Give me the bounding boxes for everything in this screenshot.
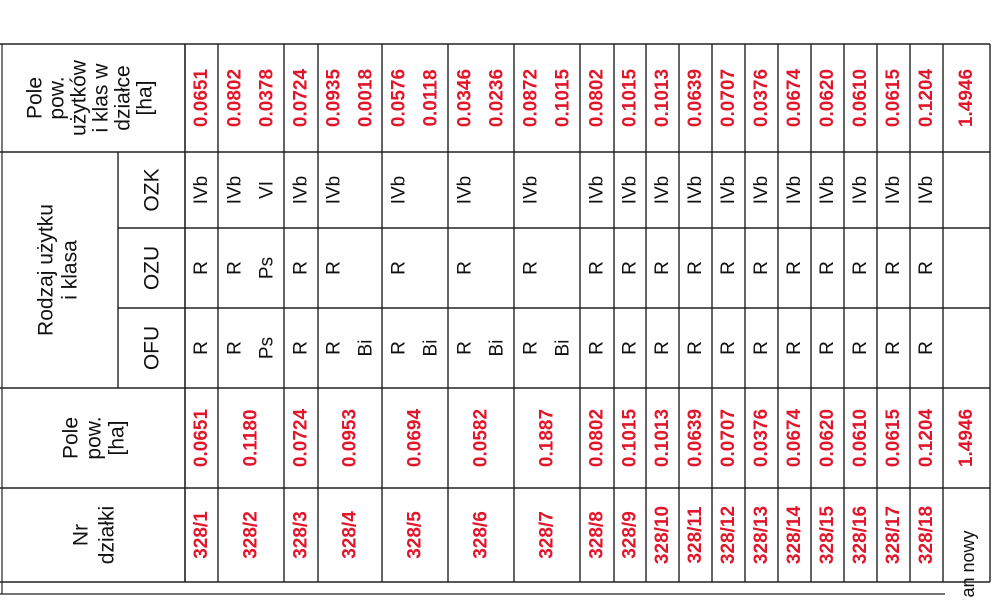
row-ozk: IVb	[520, 175, 542, 205]
row-nr-dzialki: 328/2	[240, 511, 262, 559]
row-pole-klas: 0.0724	[290, 68, 312, 128]
row-pole-klas: 0.1015	[619, 68, 641, 128]
row-ozu: R	[685, 261, 706, 275]
row-ozk: IVb	[883, 175, 904, 205]
row-pole-klas: 0.0707	[718, 68, 739, 128]
row-ofu: R	[388, 341, 410, 355]
row-ozk: IVb	[619, 175, 641, 205]
row-ofu: Bi	[420, 339, 442, 357]
row-ofu: R	[817, 341, 838, 355]
row-ozk: VI	[256, 181, 278, 199]
row-ozk: IVb	[224, 175, 246, 205]
row-nr-dzialki: 328/17	[883, 505, 904, 565]
header-ofu: OFU	[140, 325, 164, 371]
row-pole-klas: 0.0615	[883, 68, 904, 128]
row-ofu: R	[191, 341, 212, 355]
row-pole-pow: 0.0639	[685, 408, 706, 468]
row-ozk: IVb	[191, 175, 212, 205]
row-ozk: IVb	[323, 175, 345, 205]
row-ofu: R	[850, 341, 871, 355]
row-ofu: R	[290, 341, 312, 355]
row-nr-dzialki: 328/3	[290, 511, 312, 559]
row-nr-dzialki: 328/7	[536, 511, 558, 559]
row-nr-dzialki: 328/1	[191, 511, 212, 559]
row-pole-klas: 0.0376	[751, 68, 772, 128]
row-ozu: R	[784, 261, 805, 275]
row-pole-klas: 0.0872	[520, 68, 542, 128]
row-ofu: Bi	[552, 339, 574, 357]
row-ozk: IVb	[850, 175, 871, 205]
header-nr-dzialki: działki	[95, 505, 119, 565]
row-ozu: R	[454, 261, 476, 275]
row-ozu: R	[916, 261, 937, 275]
row-ozu: R	[388, 261, 410, 275]
row-ozu: R	[323, 261, 345, 275]
row-nr-dzialki: 328/8	[586, 511, 608, 559]
row-ofu: Bi	[486, 339, 508, 357]
row-ozk: IVb	[751, 175, 772, 205]
header-rodzaj-uzytku: Rodzaj użytku	[34, 204, 58, 336]
row-pole-klas: 0.0236	[486, 68, 508, 128]
row-ozu: R	[520, 261, 542, 275]
row-pole-klas: 0.0674	[784, 68, 805, 128]
row-pole-klas: 0.0378	[256, 68, 278, 128]
row-pole-klas: 0.0610	[850, 68, 871, 128]
row-nr-dzialki: 328/4	[339, 511, 361, 559]
row-pole-klas: 0.0651	[191, 68, 212, 128]
row-ofu: R	[454, 341, 476, 355]
header-pole-pow: pow.	[82, 416, 106, 460]
header-ozu: OZU	[140, 245, 164, 291]
row-ofu: R	[619, 341, 641, 355]
row-ozu: R	[652, 261, 673, 275]
row-pole-pow: 0.0376	[751, 408, 772, 468]
row-ofu: R	[586, 341, 608, 355]
row-pole-pow: 0.1204	[916, 408, 937, 468]
row-pole-klas: 0.0018	[355, 68, 377, 128]
row-pole-pow: 0.1015	[619, 408, 641, 468]
header-pole-klas: pow.	[45, 76, 69, 120]
row-ofu: R	[652, 341, 673, 355]
row-pole-pow: 0.0953	[339, 408, 361, 468]
row-ozk: IVb	[718, 175, 739, 205]
header-pole-klas: działce	[111, 65, 135, 131]
row-ofu: R	[718, 341, 739, 355]
row-nr-dzialki: 328/5	[404, 511, 426, 559]
row-nr-dzialki: 328/16	[850, 505, 871, 565]
row-ozu: R	[718, 261, 739, 275]
row-pole-klas: 0.1204	[916, 68, 937, 128]
row-ofu: R	[883, 341, 904, 355]
row-pole-klas: 0.1013	[652, 68, 673, 128]
row-ofu: R	[224, 341, 246, 355]
table-cells	[24, 59, 979, 597]
row-nr-dzialki: 328/14	[784, 505, 805, 565]
row-nr-dzialki: 328/18	[916, 505, 937, 565]
row-ozu: R	[586, 261, 608, 275]
row-ozk: IVb	[817, 175, 838, 205]
row-pole-klas: 0.0802	[224, 68, 246, 128]
row-nr-dzialki: 328/15	[817, 505, 838, 565]
row-ozu: R	[619, 261, 641, 275]
row-pole-pow: 0.0582	[470, 408, 492, 468]
row-ofu: R	[520, 341, 542, 355]
row-nr-dzialki: 328/13	[751, 505, 772, 565]
row-pole-pow: 0.0724	[290, 408, 312, 468]
row-pole-pow: 0.0674	[784, 408, 805, 468]
row-pole-pow: 0.1013	[652, 408, 673, 468]
header-ozk: OZK	[140, 168, 164, 212]
header-pole-klas: użytków	[67, 60, 91, 136]
row-pole-pow: 0.0610	[850, 408, 871, 468]
row-ozk: IVb	[586, 175, 608, 205]
row-ozu: Ps	[256, 256, 278, 280]
row-pole-klas: 0.0346	[454, 68, 476, 128]
total-pole-pow: 1.4946	[956, 408, 977, 468]
row-ozk: IVb	[685, 175, 706, 205]
row-nr-dzialki: 328/10	[652, 505, 673, 565]
row-pole-pow: 0.0802	[586, 408, 608, 468]
row-ozk: IVb	[290, 175, 312, 205]
row-pole-pow: 0.0694	[404, 408, 426, 468]
header-rodzaj-uzytku: i klasa	[58, 240, 82, 300]
row-pole-pow: 0.1887	[536, 408, 558, 468]
header-pole-klas: [ha]	[133, 80, 157, 116]
row-nr-dzialki: 328/11	[685, 506, 706, 564]
row-pole-pow: 0.0615	[883, 408, 904, 468]
row-ofu: R	[323, 341, 345, 355]
row-pole-pow: 0.0651	[191, 408, 212, 468]
row-ozk: IVb	[784, 175, 805, 205]
row-pole-klas: 0.0576	[388, 68, 410, 128]
row-ozu: R	[751, 261, 772, 275]
row-pole-pow: 0.0707	[718, 408, 739, 468]
header-nr-dzialki: Nr	[69, 523, 93, 547]
row-ozu: R	[817, 261, 838, 275]
row-ofu: R	[751, 341, 772, 355]
row-pole-klas: 0.1015	[552, 68, 574, 128]
row-pole-pow: 0.1180	[240, 409, 262, 467]
row-ozk: IVb	[388, 175, 410, 205]
row-pole-klas: 0.0935	[323, 68, 345, 128]
header-pole-pow: [ha]	[105, 420, 129, 456]
row-nr-dzialki: 328/12	[718, 505, 739, 565]
row-ofu: R	[784, 341, 805, 355]
row-ofu: Ps	[256, 336, 278, 360]
row-pole-klas: 0.0118	[420, 69, 442, 127]
row-ozk: IVb	[652, 175, 673, 205]
header-pole-klas: i klas w	[89, 63, 113, 133]
row-ozu: R	[191, 261, 212, 275]
row-pole-klas: 0.0620	[817, 68, 838, 128]
row-ofu: Bi	[355, 339, 377, 357]
row-ozu: R	[224, 261, 246, 275]
row-ozk: IVb	[916, 175, 937, 205]
row-ofu: R	[916, 341, 937, 355]
row-pole-klas: 0.0639	[685, 68, 706, 128]
row-ofu: R	[685, 341, 706, 355]
row-ozu: R	[850, 261, 871, 275]
row-nr-dzialki: 328/6	[470, 511, 492, 559]
row-ozu: R	[883, 261, 904, 275]
header-pole-pow: Pole	[59, 416, 83, 460]
row-pole-pow: 0.0620	[817, 408, 838, 468]
row-ozu: R	[290, 261, 312, 275]
header-pole-klas: Pole	[23, 76, 47, 120]
row-nr-dzialki: 328/9	[619, 511, 641, 559]
row-pole-klas: 0.0802	[586, 68, 608, 128]
row-ozk: IVb	[454, 175, 476, 205]
footer-fragment-text: an nowy	[958, 530, 978, 598]
total-pole-klas: 1.4946	[956, 68, 977, 128]
